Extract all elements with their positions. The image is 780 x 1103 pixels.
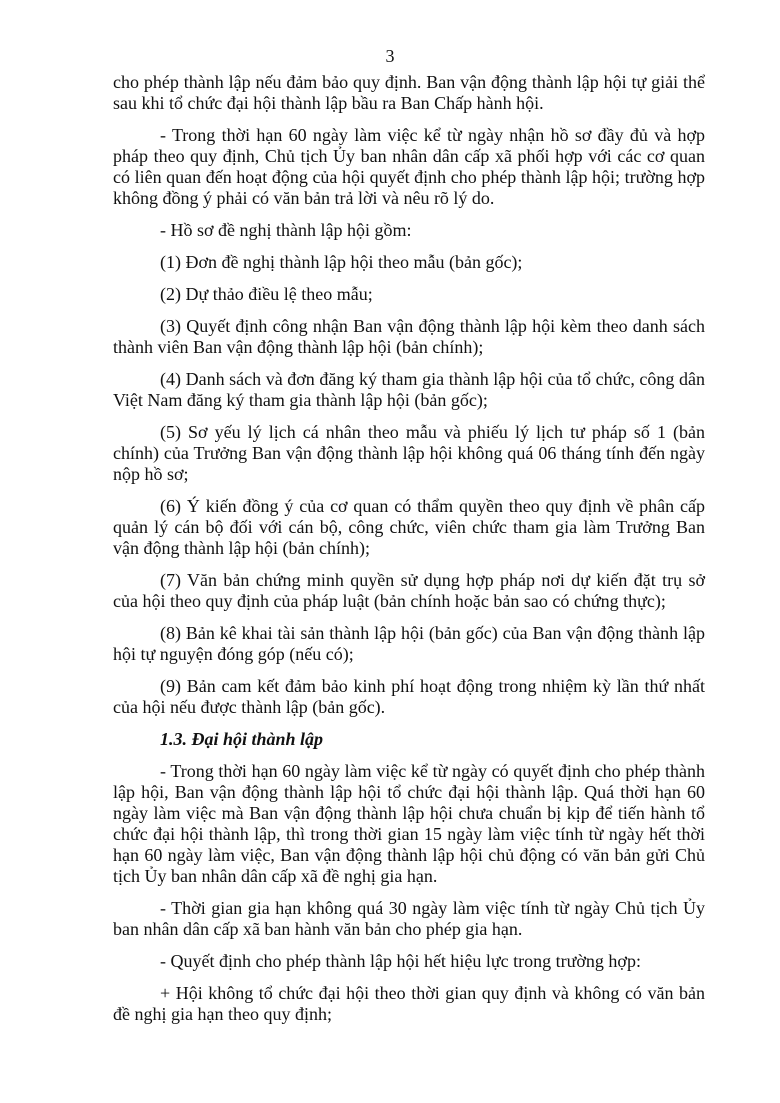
section-heading: 1.3. Đại hội thành lập [160, 729, 324, 749]
document-body [113, 72, 705, 1036]
list-item-9: (9) Bản cam kết đảm bảo kinh phí hoạt động trong nhiệm kỳ lần thứ nhất của hội nếu được thành lập (bản gốc). [113, 676, 705, 717]
list-item-7: (7) Văn bản chứng minh quyền sử dụng hợp pháp nơi dự kiến đặt trụ sở của hội theo quy định của pháp luật (bản chính hoặc bản sao có chứng thực); [113, 570, 705, 611]
list-item-4: (4) Danh sách và đơn đăng ký tham gia thành lập hội của tổ chức, công dân Việt Nam đăng ký tham gia thành lập hội (bản gốc); [113, 369, 705, 410]
paragraph-congress-deadline: - Trong thời hạn 60 ngày làm việc kể từ ngày có quyết định cho phép thành lập hội, Ban vận động thành lập hội tổ chức đại hội thành lập. Quá thời hạn 60 ngày làm việc mà Ban vận động thành lập hội chưa chuẩn bị kịp để tiến hành tổ chức đại hội thành lập, thì trong thời gian 15 ngày làm việc tính từ ngày hết thời hạn 60 ngày làm việc, Ban vận động thành lập hội chủ động có văn bản gửi Chủ tịch Ủy ban nhân dân cấp xã đề nghị gia hạn. [113, 761, 705, 886]
list-item-3: (3) Quyết định công nhận Ban vận động thành lập hội kèm theo danh sách thành viên Ban vận động thành lập hội (bản chính); [113, 316, 705, 357]
paragraph-dossier-intro: - Hồ sơ đề nghị thành lập hội gồm: [160, 220, 412, 240]
paragraph-expiry-intro: - Quyết định cho phép thành lập hội hết hiệu lực trong trường hợp: [160, 951, 641, 971]
list-item-8: (8) Bản kê khai tài sản thành lập hội (bản gốc) của Ban vận động thành lập hội tự nguyện đóng góp (nếu có); [113, 623, 705, 664]
list-item-6: (6) Ý kiến đồng ý của cơ quan có thẩm quyền theo quy định về phân cấp quản lý cán bộ đối với cán bộ, công chức, viên chức tham gia làm Trưởng Ban vận động thành lập hội (bản chính); [113, 496, 705, 558]
list-item-2: (2) Dự thảo điều lệ theo mẫu; [160, 284, 373, 304]
list-item-5: (5) Sơ yếu lý lịch cá nhân theo mẫu và phiếu lý lịch tư pháp số 1 (bản chính) của Trưởng Ban vận động thành lập hội không quá 06 tháng tính đến ngày nộp hồ sơ; [113, 422, 705, 484]
paragraph-review-deadline: - Trong thời hạn 60 ngày làm việc kể từ ngày nhận hồ sơ đầy đủ và hợp pháp theo quy định, Chủ tịch Ủy ban nhân dân cấp xã phối hợp với các cơ quan có liên quan đến hoạt động của hội quyết định cho phép thành lập hội; trường hợp không đồng ý phải có văn bản trả lời và nêu rõ lý do. [113, 125, 705, 208]
paragraph-extension-limit: - Thời gian gia hạn không quá 30 ngày làm việc tính từ ngày Chủ tịch Ủy ban nhân dân cấp xã ban hành văn bản cho phép gia hạn. [113, 898, 705, 939]
page-number: 3 [385, 46, 395, 66]
paragraph-continuation: cho phép thành lập nếu đảm bảo quy định. Ban vận động thành lập hội tự giải thể sau khi tổ chức đại hội thành lập bầu ra Ban Chấp hành hội. [113, 72, 705, 113]
list-item-1: (1) Đơn đề nghị thành lập hội theo mẫu (bản gốc); [160, 252, 523, 272]
paragraph-expiry-case: + Hội không tổ chức đại hội theo thời gian quy định và không có văn bản đề nghị gia hạn theo quy định; [113, 983, 705, 1024]
